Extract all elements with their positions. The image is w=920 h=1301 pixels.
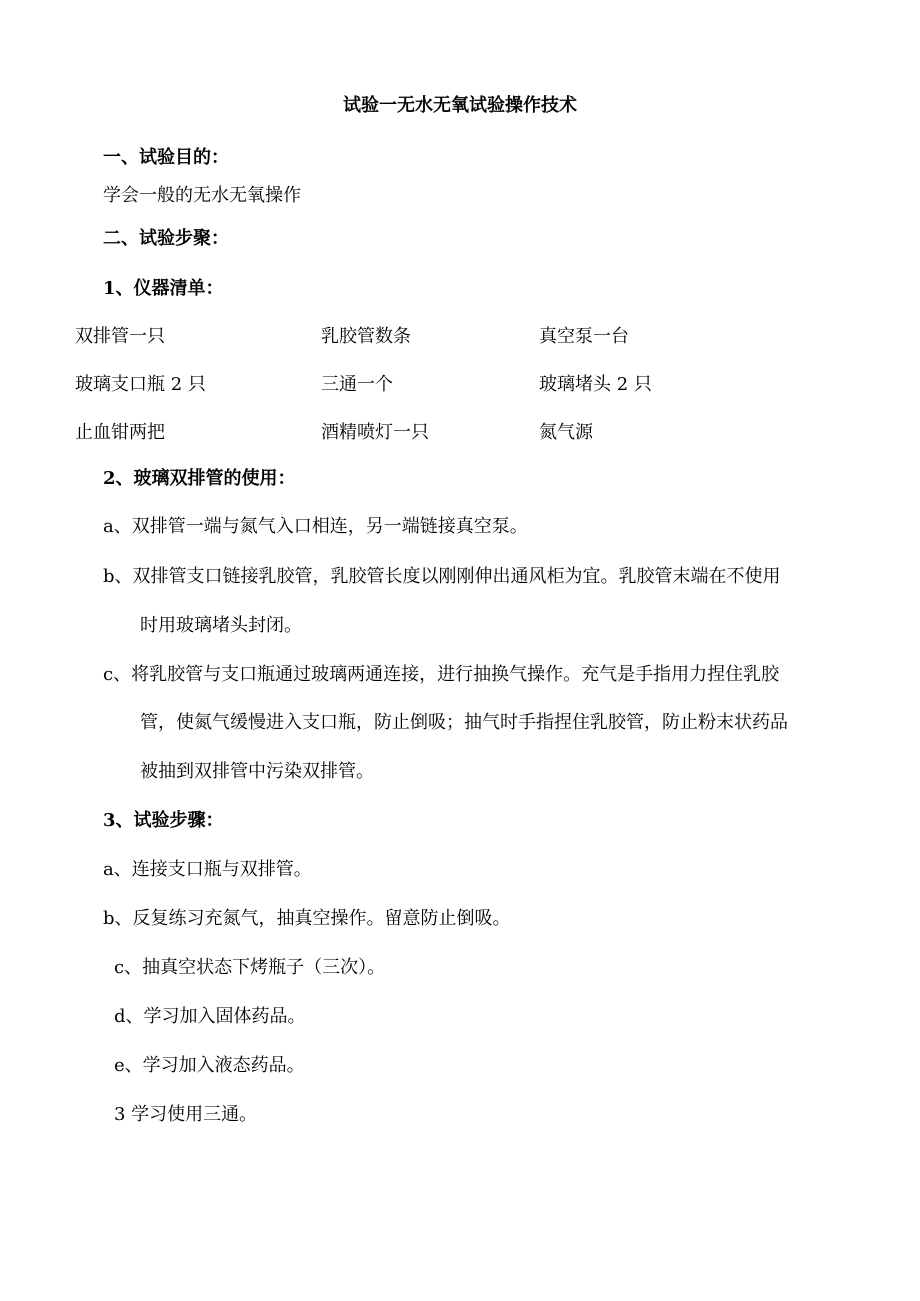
instrument-item: 氮气源 bbox=[539, 422, 593, 443]
manifold-heading: 2、玻璃双排管的使用： bbox=[103, 468, 296, 489]
instrument-item: 双排管一只 bbox=[75, 326, 165, 347]
purpose-text: 学会一般的无水无氧操作 bbox=[103, 185, 301, 206]
procedure-step-a: a、连接支口瓶与双排管。 bbox=[103, 859, 312, 880]
steps-heading: 二、试验步聚： bbox=[103, 228, 229, 249]
instrument-item: 酒精喷灯一只 bbox=[321, 422, 429, 443]
manifold-step-c-line3: 被抽到双排管中污染双排管。 bbox=[140, 761, 374, 782]
instrument-item: 玻璃支口瓶 2 只 bbox=[75, 374, 206, 395]
instrument-item: 止血钳两把 bbox=[75, 422, 165, 443]
procedure-step-e: e、学习加入液态药品。 bbox=[114, 1055, 305, 1076]
procedure-step-d: d、学习加入固体药品。 bbox=[114, 1006, 306, 1027]
instrument-item: 三通一个 bbox=[321, 374, 393, 395]
procedure-step-c: c、抽真空状态下烤瓶子（三次）。 bbox=[114, 957, 386, 978]
procedure-heading: 3、试验步骤： bbox=[103, 810, 224, 831]
procedure-step-b: b、反复练习充氮气，抽真空操作。留意防止倒吸。 bbox=[103, 908, 511, 929]
manifold-step-b-line2: 时用玻璃堵头封闭。 bbox=[140, 615, 302, 636]
manifold-step-a: a、双排管一端与氮气入口相连，另一端链接真空泵。 bbox=[103, 516, 528, 537]
manifold-step-b-line1: b、双排管支口链接乳胶管，乳胶管长度以刚刚伸出通风柜为宜。乳胶管末端在不使用 bbox=[103, 566, 781, 587]
manifold-step-c-line1: c、将乳胶管与支口瓶通过玻璃两通连接，进行抽换气操作。充气是手指用力捏住乳胶 bbox=[103, 664, 780, 685]
manifold-step-c-line2: 管，使氮气缓慢进入支口瓶，防止倒吸；抽气时手指捏住乳胶管，防止粉末状药品 bbox=[140, 712, 788, 733]
document-title: 试验一无水无氧试验操作技术 bbox=[343, 95, 577, 116]
instrument-item: 玻璃堵头 2 只 bbox=[539, 374, 652, 395]
instruments-heading: 1、仪器清单： bbox=[103, 278, 224, 299]
purpose-heading: 一、试验目的： bbox=[103, 147, 229, 168]
instrument-item: 真空泵一台 bbox=[539, 326, 629, 347]
instrument-item: 乳胶管数条 bbox=[321, 326, 411, 347]
procedure-step-f: 3 学习使用三通。 bbox=[114, 1104, 258, 1125]
